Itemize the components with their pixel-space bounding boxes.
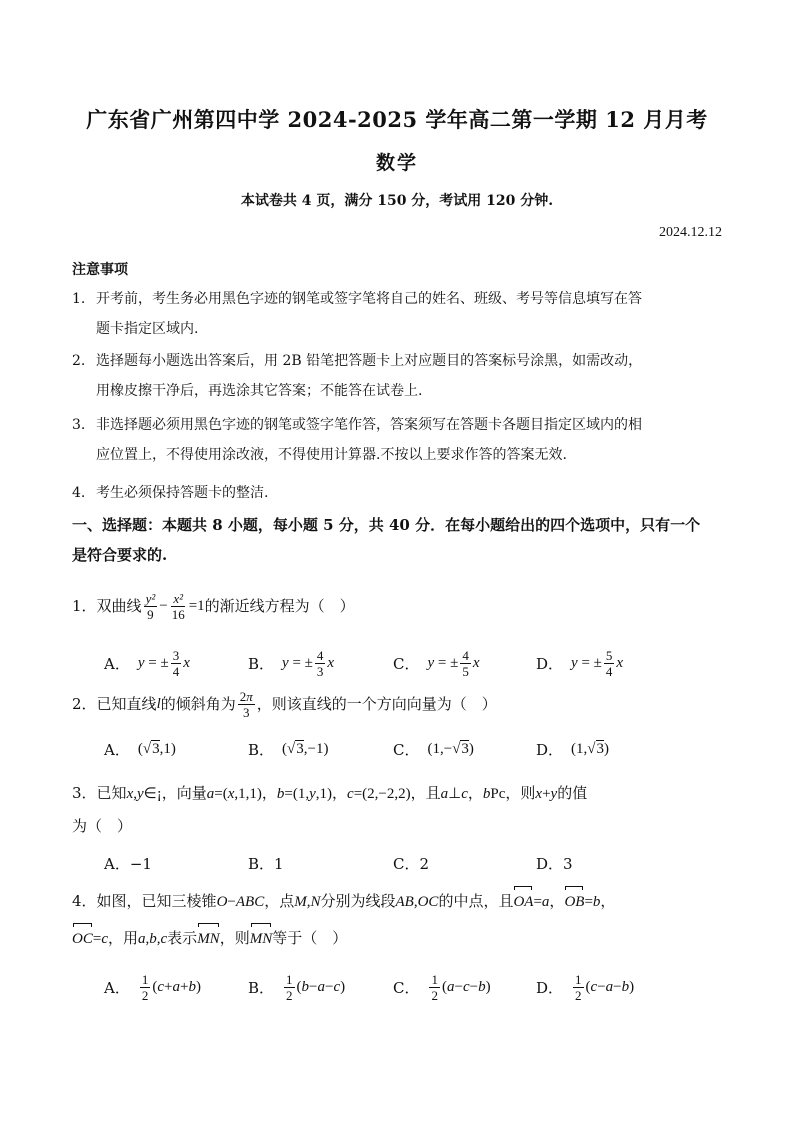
question-2: 2． 已知直线 l 的倾斜角为 $\frac{2\pi}{3}$ ，则该直线的一个方向向量为（ ）: [72, 688, 497, 720]
notice-text: 开考前，考生务必用黑色字迹的钢笔或签字笔将自己的姓名、班级、考号等信息填写在答: [96, 291, 642, 307]
notice-item: [72, 284, 724, 344]
options-row: [104, 970, 724, 1004]
notice-num: 3.: [72, 417, 86, 433]
option-d[interactable]: D． $\frac{1}{2}$ ( c − a − b ): [536, 971, 635, 1003]
section-line: 一、选择题：本题共 8 小题，每小题 5 分，共 40 分．在每小题给出的四个选项中，只有一个: [72, 516, 701, 534]
option-d[interactable]: D． (1,√3): [536, 740, 610, 759]
notice-text-cont: 用橡皮擦干净后，再选涂其它答案；不能答在试卷上.: [96, 383, 423, 399]
question-number: 3．: [72, 784, 97, 802]
options-row: [104, 732, 724, 766]
question-text: 如图，已知三棱锥: [96, 892, 217, 910]
notice-item: [72, 478, 724, 508]
notice-item: [72, 346, 724, 406]
options-row: [104, 646, 724, 680]
options-row: [104, 846, 724, 880]
question-text: 的倾斜角为: [160, 695, 236, 713]
notice-num: 2.: [72, 353, 86, 369]
option-a[interactable]: A． y = ± $\frac{3}{4}$ x: [104, 647, 190, 679]
question-3: 3．已知x,y∈¡，向量a=(x,1,1)，b=(1,y,1)，c=(2,−2,2)，且a⊥c，bPc，则x+y的值 为（ ）: [72, 780, 724, 839]
question-text: 已知: [96, 784, 127, 802]
question-text: 的渐近线方程为（ ）: [204, 597, 355, 615]
question-text: 双曲线: [96, 597, 142, 615]
exam-info: 本试卷共 4 页，满分 150 分，考试用 120 分钟.: [240, 193, 554, 209]
option-a[interactable]: A．−1: [104, 854, 152, 873]
question-number: 2．: [72, 695, 97, 713]
section-line: 是符合要求的.: [72, 546, 168, 564]
question-text: 已知直线: [96, 695, 157, 713]
question-1: 1． 双曲线 $\frac{\text{y²}}{9}$ − $\frac{\text{x²}}{16}$ =1 的渐近线方程为（ ）: [72, 590, 355, 622]
notice-text: 非选择题必须用黑色字迹的钢笔或签字笔作答，答案须写在答题卡各题目指定区域内的相: [96, 417, 642, 433]
option-a[interactable]: A． (√3,1): [104, 740, 176, 759]
subject-title: 数学: [375, 152, 418, 174]
section-heading: [72, 510, 724, 570]
notice-text-cont: 应位置上，不得使用涂改液，不得使用计算器.不按以上要求作答的答案无效.: [96, 447, 567, 463]
question-4: 4．如图，已知三棱锥O−ABC，点M,N分别为线段AB,OC的中点，且OA=a，OB=b， OC=c，用a,b,c表示MN，则MN等于（ ）: [72, 888, 724, 952]
option-c[interactable]: C． y = ± $\frac{4}{5}$ x: [393, 647, 480, 679]
option-b[interactable]: B．1: [248, 854, 284, 873]
fraction: $\frac{\text{x²}}{16}$: [171, 590, 185, 622]
exam-title: 广东省广州第四中学 2024-2025 学年高二第一学期 12 月月考: [86, 107, 708, 132]
question-number: 4．: [72, 892, 97, 910]
question-text: ，则该直线的一个方向向量为（ ）: [256, 695, 497, 713]
notice-heading: 注意事项: [72, 262, 128, 278]
notice-text: 选择题每小题选出答案后，用 2B 铅笔把答题卡上对应题目的答案标号涂黑，如需改动，: [96, 353, 643, 369]
option-b[interactable]: B． y = ± $\frac{4}{3}$ x: [248, 647, 335, 679]
notice-item: [72, 410, 724, 470]
option-b[interactable]: B． $\frac{1}{2}$ ( b − a − c ): [248, 971, 346, 1003]
exam-date: 2024.12.12: [659, 225, 722, 240]
question-text-cont: 为（ ）: [72, 817, 133, 835]
option-c[interactable]: C． $\frac{1}{2}$ ( a − c − b ): [393, 971, 491, 1003]
option-d[interactable]: D． y = ± $\frac{5}{4}$ x: [536, 647, 624, 679]
option-d[interactable]: D．3: [536, 854, 573, 873]
notice-num: 4.: [72, 485, 86, 501]
question-number: 1．: [72, 597, 97, 615]
fraction: $\frac{2\pi}{3}$: [239, 688, 253, 720]
option-c[interactable]: C． (1,−√3): [393, 740, 474, 759]
notice-text-cont: 题卡指定区域内.: [96, 321, 199, 337]
notice-text: 考生必须保持答题卡的整洁.: [96, 485, 269, 501]
option-b[interactable]: B． (√3,−1): [248, 740, 329, 759]
notice-num: 1.: [72, 291, 86, 307]
fraction: $\frac{\text{y²}}{9}$: [145, 590, 156, 622]
option-c[interactable]: C．2: [393, 854, 430, 873]
option-a[interactable]: A． $\frac{1}{2}$ ( c + a + b ): [104, 971, 201, 1003]
